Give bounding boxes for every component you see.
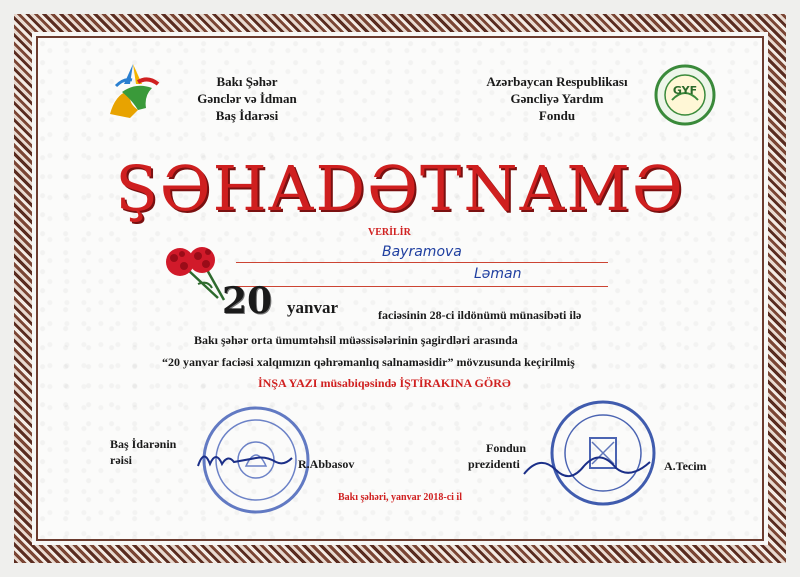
issuer-right [462,73,652,124]
recipient-name-line [236,286,608,287]
left-signer-name: R.Abbasov [298,457,355,471]
gender-ministry-logo-icon [102,62,164,124]
right-signer-name: A.Tecim [664,459,707,473]
right-signer-title-line: Fondun [486,441,527,455]
certificate-title: ŞƏHADƏTNAMƏ [115,152,685,225]
left-signer-title-line: Baş İdarənin [110,437,177,451]
issuer-left-line: Baş İdarəsi [215,108,279,123]
date-number: 20 [222,280,273,322]
issue-place-date: Bakı şəhəri, yanvar 2018-ci il [338,492,462,503]
issuer-left [172,73,322,124]
date-month: yanvar [287,298,338,317]
right-signer-title-line: prezidenti [468,457,520,471]
issuer-left-line: Gənclər və İdman [197,91,297,106]
reason-line-2: Bakı şəhər orta ümumtəhsil müəssisələrinin şagirdləri arasında [194,333,518,347]
reason-line-1: faciəsinin 28-ci ildönümü münasibəti ilə [378,308,582,322]
subtitle-awarded: VERİLİR [368,227,411,238]
competition-line: İNŞA YAZI müsabiqəsində İŞTİRAKINA GÖRƏ [258,376,511,390]
recipient-name: Ləman [474,266,522,282]
youth-fund-emblem-icon [654,64,716,126]
left-signature [196,444,296,472]
left-signer-title [110,436,176,468]
emblem-text: GYF [672,84,698,97]
recipient-surname: Bayramova [382,244,462,260]
reason-line-3: “20 yanvar faciəsi xalqımızın qəhrəmanlıq salnaməsidir” mövzusunda keçirilmiş [162,355,575,369]
right-signer-title [468,440,526,472]
left-signer-title-line: rəisi [110,453,132,467]
issuer-right-line: Fondu [538,108,576,123]
issuer-right-line: Gəncliyə Yardım [510,91,604,106]
right-signature [520,444,670,484]
issuer-left-line: Bakı Şəhər [216,74,278,89]
recipient-surname-line [236,262,608,263]
issuer-right-line: Azərbaycan Respublikası [486,74,628,89]
